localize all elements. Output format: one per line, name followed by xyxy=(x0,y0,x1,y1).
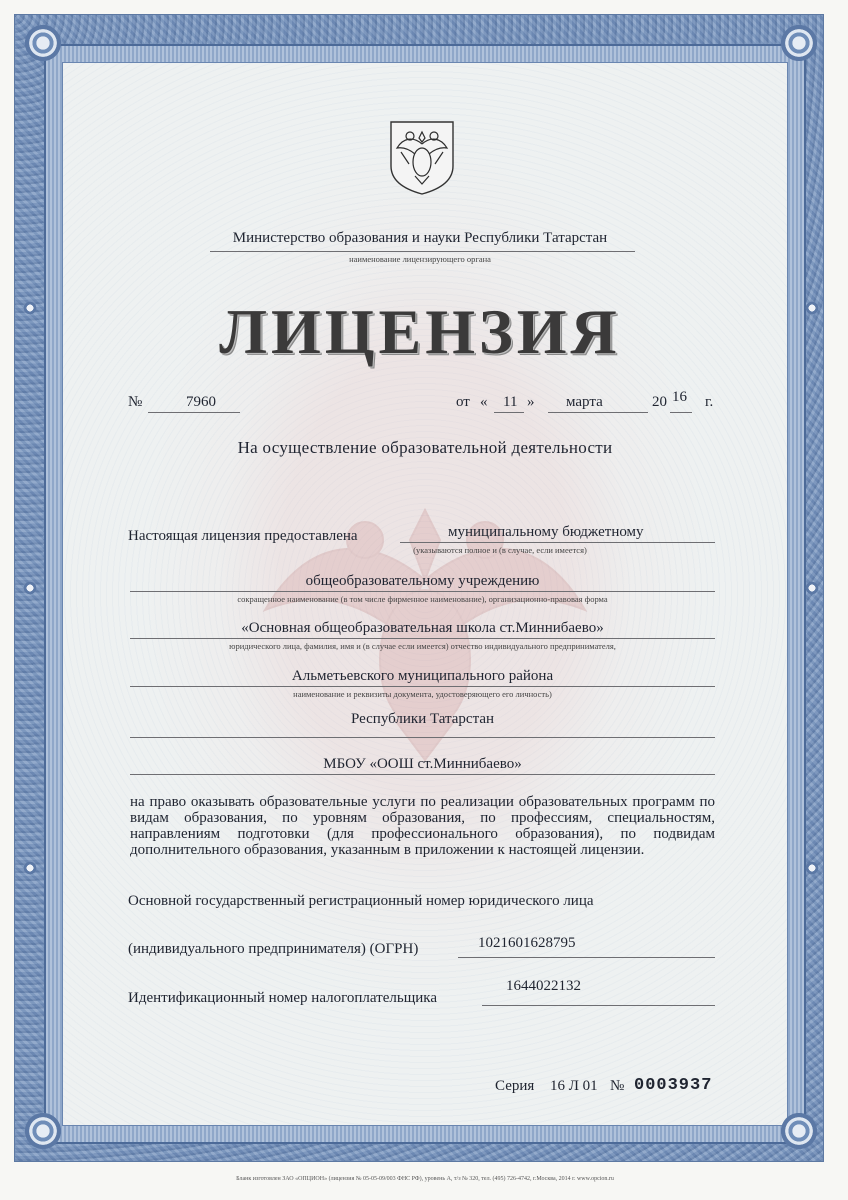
quote-close: » xyxy=(527,394,535,410)
printer-imprint: Бланк изготовлен ЗАО «ОПЦИОН» (лицензия № 05-05-09/003 ФНС РФ), уровень А, т/з № 320, тел. (495) 726-4742, г.Москва, 2014 г. www.opcion.ru xyxy=(236,1176,614,1182)
licensee-underline-1 xyxy=(400,542,715,543)
year-underline xyxy=(670,412,692,413)
series-value: 16 Л 01 xyxy=(550,1078,598,1094)
authority-underline xyxy=(210,251,635,252)
rights-paragraph: на право оказывать образовательные услуги по реализации образовательных программ по видам образования, по уровням образования, по профессиям, специальностям, направлениям подготовки (для профессионального образования), по подвидам дополнительного образования, указанным в приложении к настоящей лицензии. xyxy=(130,794,715,858)
issue-day: 11 xyxy=(503,394,518,410)
licensee-short-name: МБОУ «ООШ ст.Миннибаево» xyxy=(323,756,522,772)
ogrn-label-line-1: Основной государственный регистрационный номер юридического лица xyxy=(128,893,594,909)
side-ornament-icon xyxy=(804,860,820,876)
side-ornament-icon xyxy=(804,580,820,596)
quote-open: « xyxy=(480,394,488,410)
licensing-authority: Министерство образования и науки Республики Татарстан xyxy=(232,230,608,246)
series-label: Серия xyxy=(495,1078,535,1094)
blank-number: 0003937 xyxy=(634,1076,713,1095)
month-underline xyxy=(548,412,648,413)
licensee-line-3: «Основная общеобразовательная школа ст.Миннибаево» xyxy=(241,620,604,636)
activity-type: На осуществление образовательной деятельности xyxy=(237,438,613,457)
licensee-caption-2: сокращенное наименование (в том числе фирменное наименование), организационно-правовая форма xyxy=(237,594,608,604)
inn-underline xyxy=(482,1005,715,1006)
side-ornament-icon xyxy=(804,300,820,316)
licensee-underline-3 xyxy=(130,638,715,639)
russian-coat-of-arms-icon xyxy=(387,118,457,196)
licensee-underline-6 xyxy=(130,774,715,775)
ogrn-label-line-2: (индивидуального предпринимателя) (ОГРН) xyxy=(128,941,419,957)
licensee-underline-4 xyxy=(130,686,715,687)
licensee-caption-3: юридического лица, фамилия, имя и (в случае если имеется) отчество индивидуального предпринимателя, xyxy=(229,641,616,651)
year-unit: г. xyxy=(705,394,714,410)
blank-number-label: № xyxy=(610,1078,625,1094)
corner-ornament-icon xyxy=(20,1108,66,1154)
side-ornament-icon xyxy=(22,580,38,596)
day-underline xyxy=(494,412,524,413)
licensee-underline-2 xyxy=(130,591,715,592)
document-title: ЛИЦЕНЗИЯ xyxy=(219,296,621,367)
licensee-line-5: Республики Татарстан xyxy=(350,711,495,727)
corner-ornament-icon xyxy=(776,20,822,66)
authority-caption: наименование лицензирующего органа xyxy=(349,254,491,264)
licensee-line-1: муниципальному бюджетному xyxy=(448,524,644,540)
license-number: 7960 xyxy=(186,394,216,410)
licensee-line-4: Альметьевского муниципального района xyxy=(291,668,554,684)
licensee-line-2: общеобразовательному учреждению xyxy=(305,573,540,589)
inn-value: 1644022132 xyxy=(506,978,581,994)
corner-ornament-icon xyxy=(20,20,66,66)
ogrn-underline xyxy=(458,957,715,958)
side-ornament-icon xyxy=(22,300,38,316)
number-label: № xyxy=(128,394,143,410)
number-underline xyxy=(148,412,240,413)
year-prefix: 20 xyxy=(652,394,667,410)
licensee-caption-4: наименование и реквизиты документа, удостоверяющего его личность) xyxy=(293,689,552,699)
licensee-intro: Настоящая лицензия предоставлена xyxy=(128,528,358,544)
year-suffix: 16 xyxy=(672,389,687,405)
issue-month: марта xyxy=(566,394,603,410)
corner-ornament-icon xyxy=(776,1108,822,1154)
side-ornament-icon xyxy=(22,860,38,876)
licensee-underline-5 xyxy=(130,737,715,738)
ogrn-value: 1021601628795 xyxy=(478,935,576,951)
date-prefix: от xyxy=(456,394,470,410)
licensee-caption-1: (указываются полное и (в случае, если имеется) xyxy=(413,545,587,555)
inn-label: Идентификационный номер налогоплательщика xyxy=(128,990,438,1006)
